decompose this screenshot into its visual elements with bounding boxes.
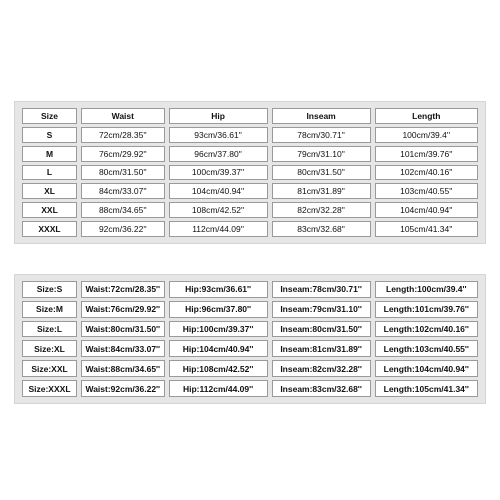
inseam-cell: 78cm/30.71'' xyxy=(272,127,371,143)
table-row xyxy=(22,281,478,298)
inseam-cell: 81cm/31.89'' xyxy=(272,183,371,199)
waist-cell: 72cm/28.35'' xyxy=(81,127,165,143)
size-cell: Size:XL xyxy=(22,340,77,357)
length-cell: 100cm/39.4'' xyxy=(375,127,478,143)
header-hip: Hip xyxy=(169,108,268,124)
size-cell: Size:S xyxy=(22,281,77,298)
length-cell: 105cm/41.34'' xyxy=(375,221,478,237)
size-cell: Size:M xyxy=(22,301,77,318)
table-row xyxy=(22,340,478,357)
table-row xyxy=(22,360,478,377)
length-cell: Length:104cm/40.94'' xyxy=(375,360,478,377)
table-header-row xyxy=(22,108,478,124)
inseam-cell: Inseam:81cm/31.89'' xyxy=(272,340,371,357)
table-row xyxy=(22,165,478,181)
hip-cell: 93cm/36.61'' xyxy=(169,127,268,143)
hip-cell: Hip:100cm/39.37'' xyxy=(169,321,268,338)
hip-cell: 100cm/39.37'' xyxy=(169,165,268,181)
inseam-cell: 82cm/32.28'' xyxy=(272,202,371,218)
waist-cell: Waist:84cm/33.07'' xyxy=(81,340,165,357)
table-row xyxy=(22,183,478,199)
hip-cell: Hip:112cm/44.09'' xyxy=(169,380,268,397)
hip-cell: Hip:96cm/37.80'' xyxy=(169,301,268,318)
length-cell: 103cm/40.55'' xyxy=(375,183,478,199)
waist-cell: Waist:92cm/36.22'' xyxy=(81,380,165,397)
hip-cell: 96cm/37.80'' xyxy=(169,146,268,162)
size-cell: Size:XXL xyxy=(22,360,77,377)
size-cell: S xyxy=(22,127,77,143)
table-row xyxy=(22,380,478,397)
hip-cell: 108cm/42.52'' xyxy=(169,202,268,218)
table-row xyxy=(22,221,478,237)
length-cell: Length:105cm/41.34'' xyxy=(375,380,478,397)
inseam-cell: 83cm/32.68'' xyxy=(272,221,371,237)
table-row xyxy=(22,202,478,218)
length-cell: Length:102cm/40.16'' xyxy=(375,321,478,338)
waist-cell: 80cm/31.50'' xyxy=(81,165,165,181)
size-chart-grid xyxy=(18,105,482,240)
size-cell: Size:L xyxy=(22,321,77,338)
size-cell: XL xyxy=(22,183,77,199)
length-cell: Length:101cm/39.76'' xyxy=(375,301,478,318)
waist-cell: Waist:76cm/29.92'' xyxy=(81,301,165,318)
waist-cell: Waist:72cm/28.35'' xyxy=(81,281,165,298)
waist-cell: Waist:80cm/31.50'' xyxy=(81,321,165,338)
inseam-cell: 80cm/31.50'' xyxy=(272,165,371,181)
size-cell: L xyxy=(22,165,77,181)
labeled-size-chart-table xyxy=(14,274,486,404)
hip-cell: Hip:104cm/40.94'' xyxy=(169,340,268,357)
waist-cell: Waist:88cm/34.65'' xyxy=(81,360,165,377)
inseam-cell: Inseam:82cm/32.28'' xyxy=(272,360,371,377)
table-row xyxy=(22,321,478,338)
hip-cell: Hip:108cm/42.52'' xyxy=(169,360,268,377)
waist-cell: 92cm/36.22'' xyxy=(81,221,165,237)
header-inseam: Inseam xyxy=(272,108,371,124)
header-waist: Waist xyxy=(81,108,165,124)
waist-cell: 84cm/33.07'' xyxy=(81,183,165,199)
waist-cell: 88cm/34.65'' xyxy=(81,202,165,218)
length-cell: 102cm/40.16'' xyxy=(375,165,478,181)
size-chart-table xyxy=(14,101,486,244)
table-row xyxy=(22,127,478,143)
waist-cell: 76cm/29.92'' xyxy=(81,146,165,162)
labeled-size-chart-grid xyxy=(18,278,482,400)
hip-cell: 112cm/44.09'' xyxy=(169,221,268,237)
hip-cell: 104cm/40.94'' xyxy=(169,183,268,199)
inseam-cell: Inseam:80cm/31.50'' xyxy=(272,321,371,338)
header-length: Length xyxy=(375,108,478,124)
size-cell: XXXL xyxy=(22,221,77,237)
hip-cell: Hip:93cm/36.61'' xyxy=(169,281,268,298)
inseam-cell: Inseam:78cm/30.71'' xyxy=(272,281,371,298)
inseam-cell: Inseam:79cm/31.10'' xyxy=(272,301,371,318)
header-size: Size xyxy=(22,108,77,124)
table-row xyxy=(22,146,478,162)
table-row xyxy=(22,301,478,318)
length-cell: 101cm/39.76'' xyxy=(375,146,478,162)
length-cell: Length:100cm/39.4'' xyxy=(375,281,478,298)
size-cell: Size:XXXL xyxy=(22,380,77,397)
inseam-cell: 79cm/31.10'' xyxy=(272,146,371,162)
inseam-cell: Inseam:83cm/32.68'' xyxy=(272,380,371,397)
length-cell: 104cm/40.94'' xyxy=(375,202,478,218)
size-cell: M xyxy=(22,146,77,162)
size-cell: XXL xyxy=(22,202,77,218)
length-cell: Length:103cm/40.55'' xyxy=(375,340,478,357)
